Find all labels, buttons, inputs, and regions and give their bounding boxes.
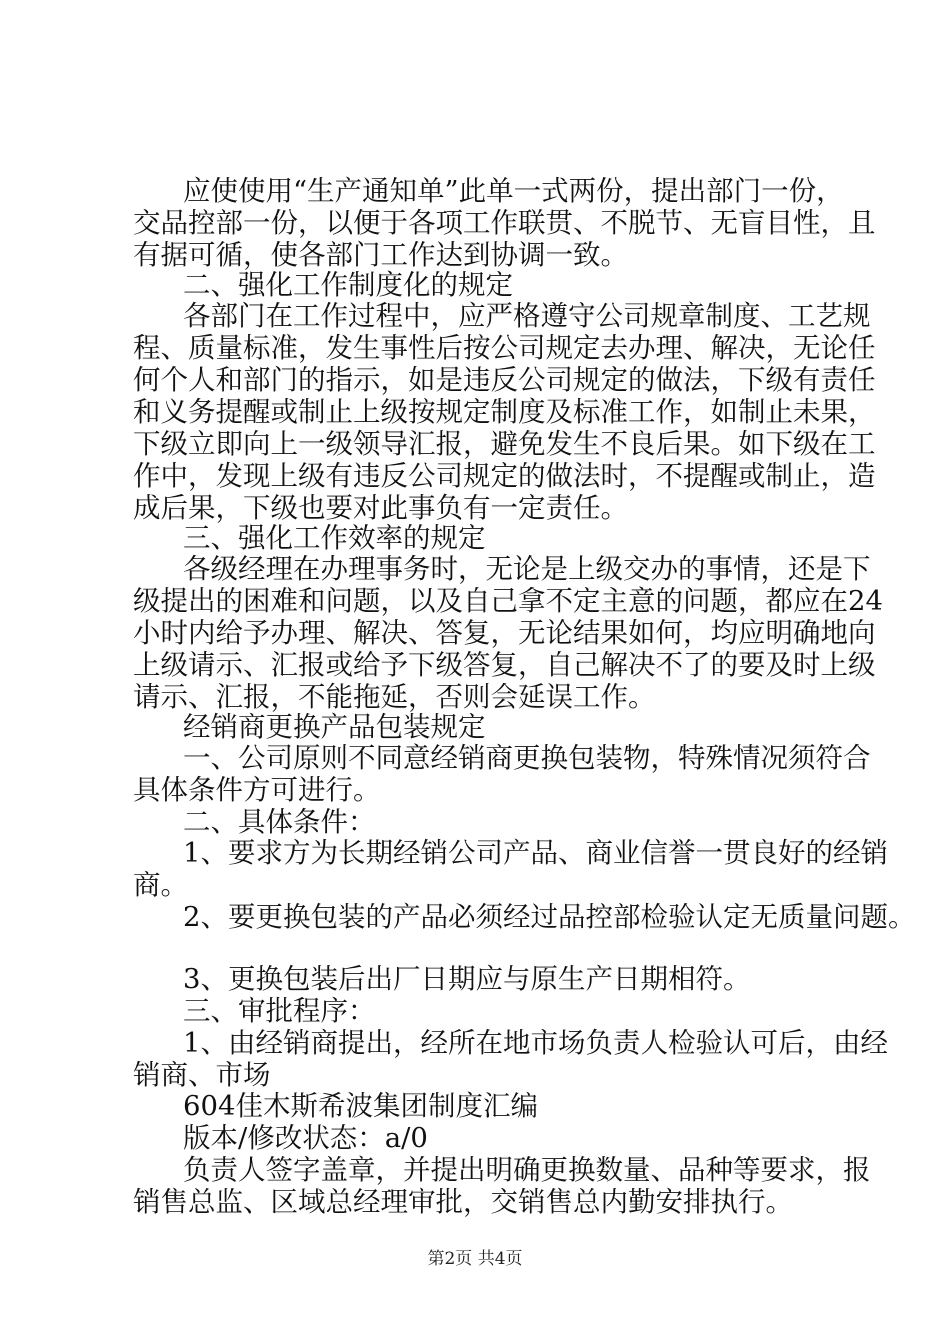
text-line: 程、质量标准，发生事性后按公司规定去办理、解决，无论任 <box>133 332 876 364</box>
document-title: 经销商更换产品包装规定 <box>183 711 486 743</box>
section-heading: 三、审批程序： <box>183 995 376 1027</box>
text-line: 3、更换包装后出厂日期应与原生产日期相符。 <box>183 963 751 995</box>
text-line: 具体条件方可进行。 <box>133 774 381 806</box>
text-line: 级提出的困难和问题，以及自己拿不定主意的问题，都应在24 <box>133 585 883 617</box>
text-line: 小时内给予办理、解决、答复，无论结果如何，均应明确地向 <box>133 617 876 649</box>
text-line: 销售总监、区域总经理审批，交销售总内勤安排执行。 <box>133 1186 793 1218</box>
text-line: 一、公司原则不同意经销商更换包装物，特殊情况须符合 <box>183 742 871 774</box>
text-line: 1、要求方为长期经销公司产品、商业信誉一贯良好的经销 <box>183 837 888 869</box>
text-line: 和义务提醒或制止上级按规定制度及标准工作，如制止未果， <box>133 396 876 428</box>
text-line: 各级经理在办理事务时，无论是上级交办的事情，还是下 <box>183 553 871 585</box>
text-line: 何个人和部门的指示，如是违反公司规定的做法，下级有责任 <box>133 364 876 396</box>
text-line: 销商、市场 <box>133 1059 271 1091</box>
text-line: 版本/修改状态：a/0 <box>183 1122 428 1154</box>
text-line: 604佳木斯希波集团制度汇编 <box>183 1090 538 1122</box>
text-line: 请示、汇报，不能拖延，否则会延误工作。 <box>133 681 656 713</box>
text-line: 1、由经销商提出，经所在地市场负责人检验认可后，由经 <box>183 1027 888 1059</box>
text-line: 负责人签字盖章，并提出明确更换数量、品种等要求，报 <box>183 1154 871 1186</box>
text-line: 有据可循，使各部门工作达到协调一致。 <box>133 239 628 271</box>
section-heading: 二、强化工作制度化的规定 <box>183 269 513 301</box>
page-footer: 第2页 共4页 <box>427 1249 523 1269</box>
text-line: 2、要更换包装的产品必须经过品控部检验认定无质量问题。 <box>183 901 916 933</box>
text-line: 下级立即向上一级领导汇报，避免发生不良后果。如下级在工 <box>133 428 876 460</box>
text-line: 作中，发现上级有违反公司规定的做法时，不提醒或制止，造 <box>133 460 876 492</box>
text-line: 各部门在工作过程中，应严格遵守公司规章制度、工艺规 <box>183 300 871 332</box>
text-line: 商。 <box>133 869 188 901</box>
text-line: 交品控部一份，以便于各项工作联贯、不脱节、无盲目性，且 <box>133 207 876 239</box>
text-line: 上级请示、汇报或给予下级答复，自己解决不了的要及时上级 <box>133 649 876 681</box>
text-line: 应使使用“生产通知单”此单一式两份，提出部门一份， <box>183 175 844 207</box>
text-line: 成后果，下级也要对此事负有一定责任。 <box>133 492 628 524</box>
section-heading: 三、强化工作效率的规定 <box>183 522 486 554</box>
section-heading: 二、具体条件： <box>183 806 376 838</box>
